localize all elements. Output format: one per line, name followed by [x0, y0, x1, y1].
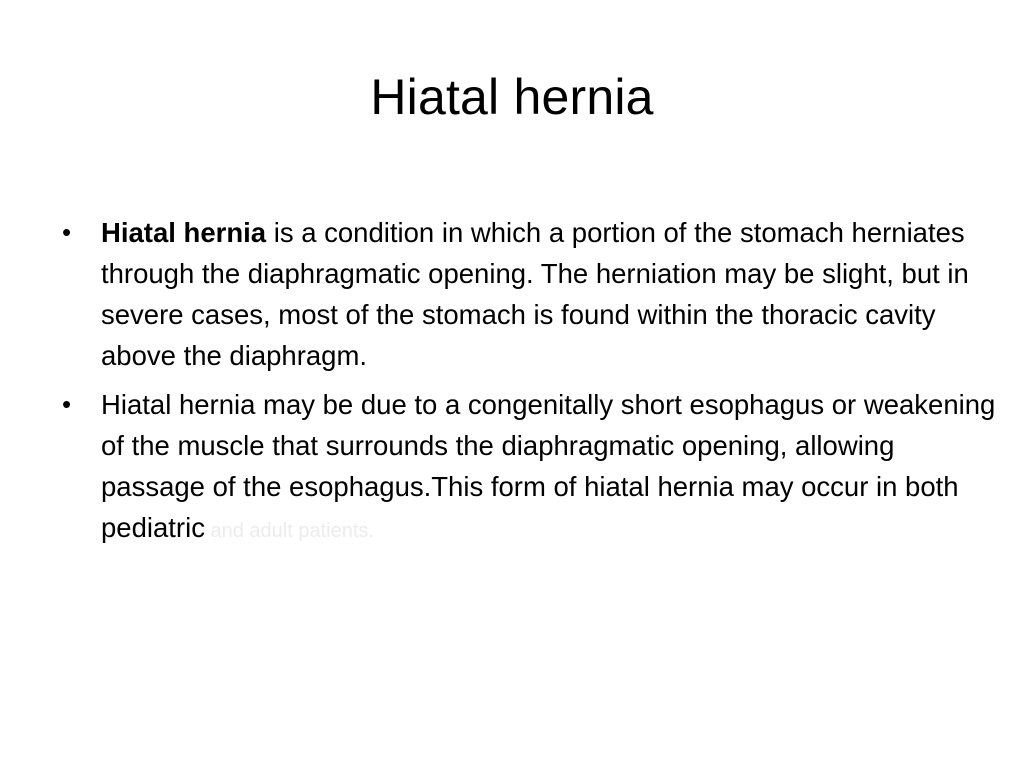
bullet-marker: • [62, 389, 72, 419]
bullet-text: Hiatal hernia may be due to a congenitally short esophagus or weakening of the muscle that surrounds the diaphragmatic opening, allowing passage of the esophagus.This form of hiatal hernia may occur in both pediatric [101, 389, 996, 543]
bullet-item-causes [62, 384, 1002, 552]
bullet-list [62, 212, 1002, 560]
bullet-term: Hiatal hernia [101, 217, 267, 248]
bullet-text: is a condition in which a portion of the stomach herniates through the diaphragmatic opening. The herniation may be slight, but in severe cases, most of the stomach is found within the thoracic cavity above the diaphragm. [101, 217, 969, 371]
bullet-faded-text: and adult patients. [204, 520, 374, 542]
slide-title: Hiatal hernia [370, 69, 654, 125]
bullet-item-definition [62, 212, 1002, 376]
bullet-marker: • [62, 217, 72, 247]
